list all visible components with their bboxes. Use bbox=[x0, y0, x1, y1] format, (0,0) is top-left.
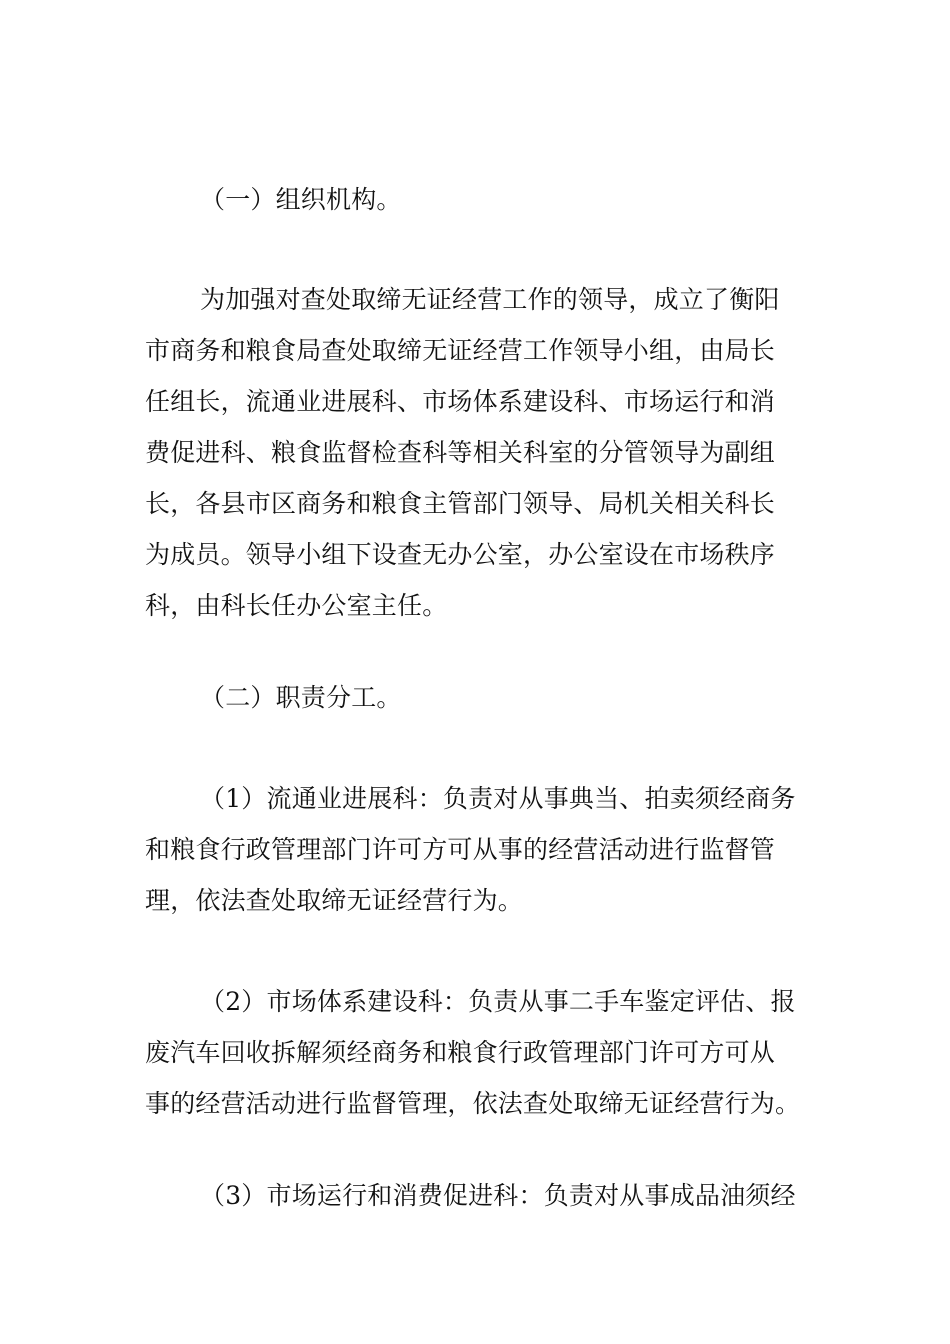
section-heading-organization: （一）组织机构。 bbox=[200, 185, 402, 214]
section-heading-duties: （二）职责分工。 bbox=[200, 683, 402, 712]
paragraph-line: 科，由科长任办公室主任。 bbox=[145, 591, 448, 620]
duty-item-2-line: （2）市场体系建设科：负责从事二手车鉴定评估、报 bbox=[200, 987, 796, 1016]
paragraph-line: 为成员。领导小组下设查无办公室，办公室设在市场秩序 bbox=[145, 540, 776, 569]
duty-item-1-line: 和粮食行政管理部门许可方可从事的经营活动进行监督管 bbox=[145, 835, 776, 864]
paragraph-line: 任组长，流通业进展科、市场体系建设科、市场运行和消 bbox=[145, 387, 776, 416]
paragraph-line: 市商务和粮食局查处取缔无证经营工作领导小组，由局长 bbox=[145, 336, 776, 365]
duty-item-2-line: 废汽车回收拆解须经商务和粮食行政管理部门许可方可从 bbox=[145, 1038, 776, 1067]
duty-item-2-line: 事的经营活动进行监督管理，依法查处取缔无证经营行为。 bbox=[145, 1089, 801, 1118]
duty-item-1-line: 理，依法查处取缔无证经营行为。 bbox=[145, 886, 524, 915]
duty-item-1-line: （1）流通业进展科：负责对从事典当、拍卖须经商务 bbox=[200, 784, 796, 813]
paragraph-line: 长，各县市区商务和粮食主管部门领导、局机关相关科长 bbox=[145, 489, 776, 518]
paragraph-line: 为加强对查处取缔无证经营工作的领导，成立了衡阳 bbox=[200, 285, 780, 314]
paragraph-line: 费促进科、粮食监督检查科等相关科室的分管领导为副组 bbox=[145, 438, 776, 467]
duty-item-3-line: （3）市场运行和消费促进科：负责对从事成品油须经 bbox=[200, 1181, 796, 1210]
